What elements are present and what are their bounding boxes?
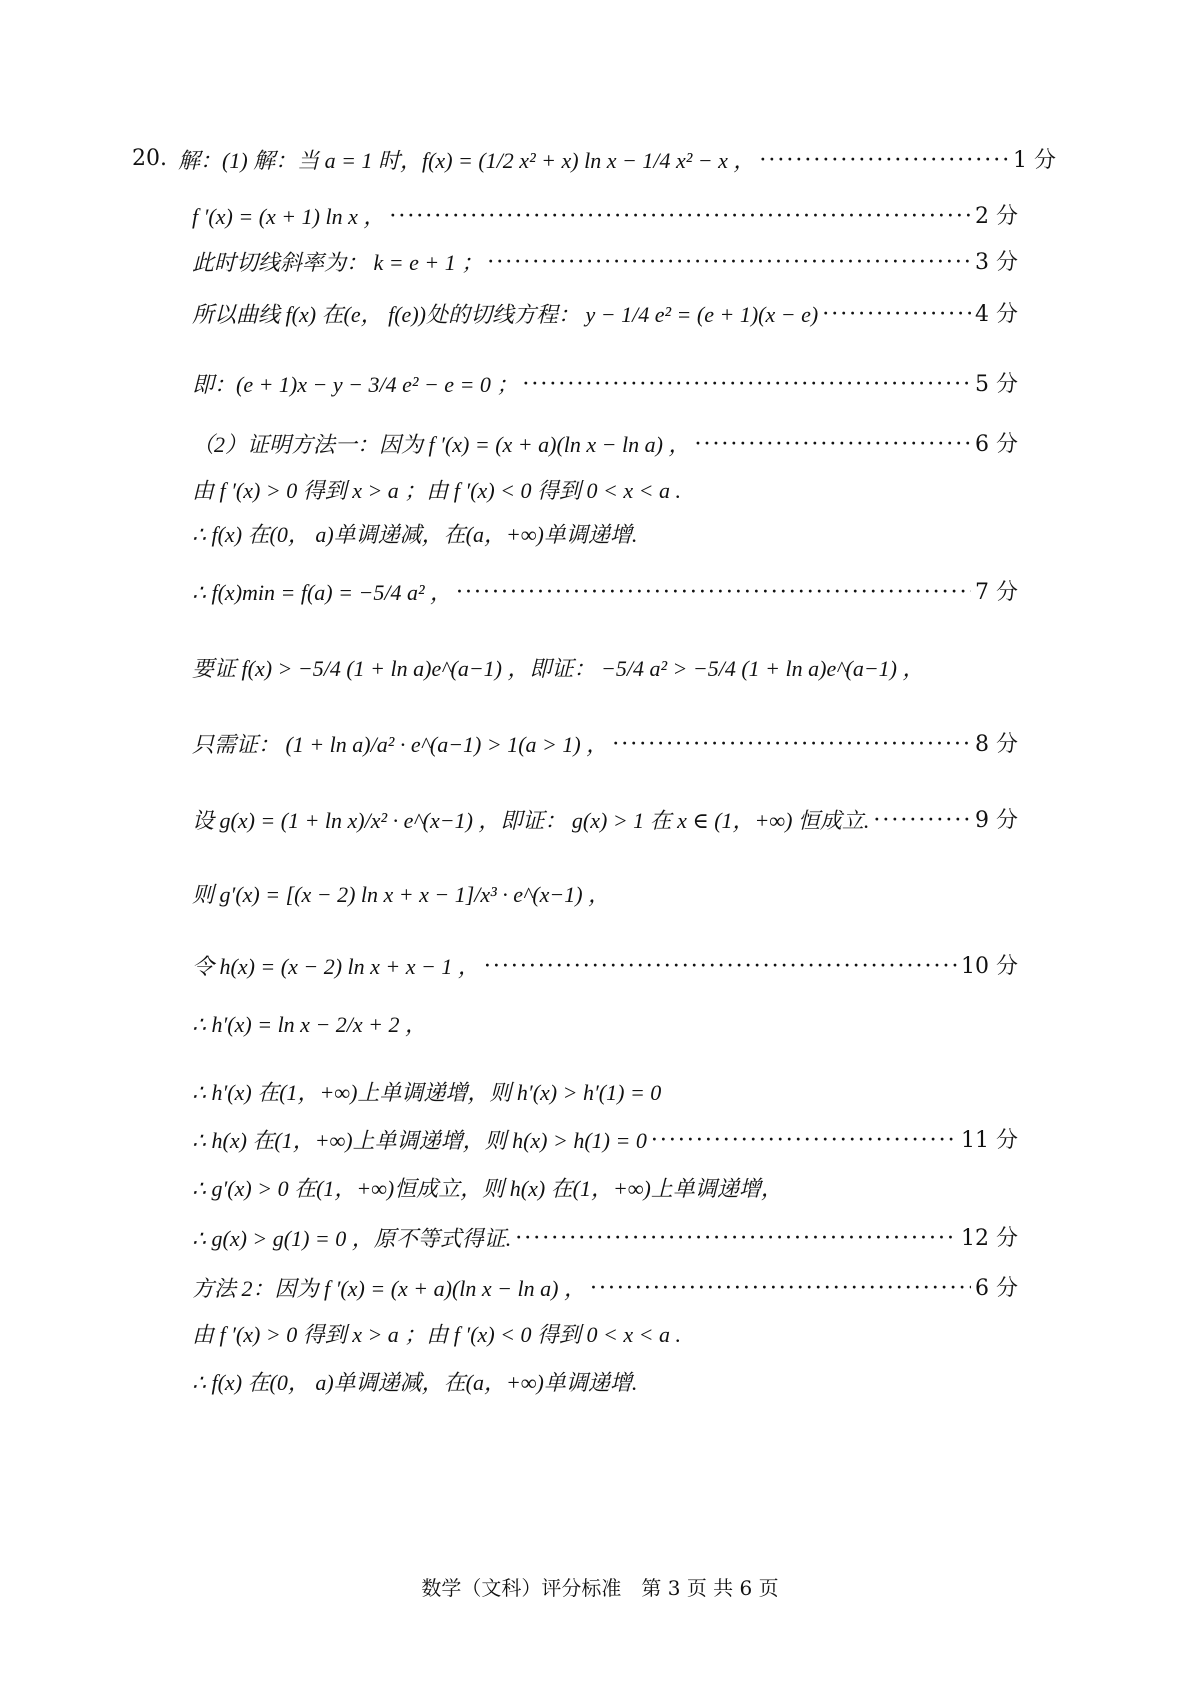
- score-label: 9 分: [975, 808, 1018, 833]
- dot-leader: [389, 204, 971, 230]
- solution-line-text: 设 g(x) = (1 + ln x)/x² · e^(x−1) ，即证： g(x) > 1 在 x ∈ (1，+∞) 恒成立.: [192, 808, 870, 833]
- solution-line: [192, 954, 1018, 980]
- solution-line-text: 令 h(x) = (x − 2) ln x + x − 1 ，: [192, 954, 480, 979]
- solution-line: [192, 432, 1018, 458]
- dot-leader: [456, 580, 971, 606]
- solution-line-text: ∴ f(x) 在(0， a)单调递减，在(a，+∞)单调递增.: [192, 522, 638, 547]
- dot-leader: [612, 732, 971, 758]
- solution-line: [192, 1322, 1018, 1348]
- solution-line-text: 解：(1) 解：当 a = 1 时，f(x) = (1/2 x² + x) ln x − 1/4 x² − x ，: [178, 148, 756, 173]
- dot-leader: [759, 148, 1009, 174]
- score-label: 3 分: [975, 250, 1018, 275]
- solution-line-text: ∴ f(x)min = f(a) = −5/4 a² ，: [192, 580, 453, 605]
- solution-line-text: 则 g′(x) = [(x − 2) ln x + x − 1]/x³ · e^(x−1) ，: [192, 882, 611, 907]
- dot-leader: [822, 302, 971, 328]
- page-footer: 数学（文科）评分标准 第 3 页 共 6 页: [421, 1576, 779, 1600]
- solution-line-text: 由 f ′(x) > 0 得到 x > a ；由 f ′(x) < 0 得到 0 < x < a .: [192, 478, 681, 503]
- solution-line-text: ∴ h(x) 在(1，+∞)上单调递增，则 h(x) > h(1) = 0: [192, 1128, 647, 1153]
- solution-line-text: ∴ h′(x) = ln x − 2/x + 2 ，: [192, 1012, 428, 1037]
- solution-line: [192, 1176, 1018, 1202]
- score-label: 6 分: [975, 432, 1018, 457]
- dot-leader: [873, 808, 971, 834]
- solution-line-text: 所以曲线 f(x) 在(e， f(e))处的切线方程： y − 1/4 e² = (e + 1)(x − e): [192, 302, 819, 327]
- solution-line-text: （2）证明方法一：因为 f ′(x) = (x + a)(ln x − ln a) ，: [192, 432, 691, 457]
- score-label: 1 分: [1013, 148, 1056, 173]
- score-label: 12 分: [961, 1226, 1018, 1251]
- score-label: 7 分: [975, 580, 1018, 605]
- solution-line-text: ∴ g′(x) > 0 在(1，+∞)恒成立，则 h(x) 在(1，+∞)上单调递增，: [192, 1176, 783, 1201]
- score-label: 6 分: [975, 1276, 1018, 1301]
- score-label: 2 分: [975, 204, 1018, 229]
- score-label: 8 分: [975, 732, 1018, 757]
- solution-line: [178, 148, 1056, 174]
- score-label: 11 分: [961, 1128, 1018, 1153]
- dot-leader: [522, 372, 971, 398]
- dot-leader: [651, 1128, 957, 1154]
- solution-line: [192, 732, 1018, 758]
- solution-line-text: ∴ g(x) > g(1) = 0 ，原不等式得证.: [192, 1226, 512, 1251]
- dot-leader: [694, 432, 971, 458]
- score-label: 5 分: [975, 372, 1018, 397]
- solution-line: [192, 204, 1018, 230]
- solution-line: [192, 250, 1018, 276]
- solution-line-text: 即：(e + 1)x − y − 3/4 e² − e = 0 ；: [192, 372, 519, 397]
- solution-line-text: 要证 f(x) > −5/4 (1 + ln a)e^(a−1) ，即证： −5/4 a² > −5/4 (1 + ln a)e^(a−1) ，: [192, 656, 925, 681]
- solution-line: [192, 1370, 1018, 1396]
- score-label: 4 分: [975, 302, 1018, 327]
- solution-line: [192, 1276, 1018, 1302]
- question-number: 20.: [132, 146, 167, 171]
- solution-line: [192, 1128, 1018, 1154]
- solution-line: [192, 478, 1018, 504]
- solution-line-text: 只需证： (1 + ln a)/a² · e^(a−1) > 1(a > 1) ，: [192, 732, 609, 757]
- dot-leader: [484, 954, 957, 980]
- solution-line: [192, 1012, 1018, 1038]
- solution-line: [192, 580, 1018, 606]
- solution-line: [192, 302, 1018, 328]
- solution-line: [192, 372, 1018, 398]
- solution-line-text: 此时切线斜率为： k = e + 1 ；: [192, 250, 484, 275]
- solution-line: [192, 522, 1018, 548]
- solution-line-text: f ′(x) = (x + 1) ln x ，: [192, 204, 386, 229]
- solution-line: [192, 656, 1018, 682]
- dot-leader: [590, 1276, 971, 1302]
- dot-leader: [515, 1226, 957, 1252]
- solution-line: [192, 808, 1018, 834]
- solution-line: [192, 1080, 1018, 1106]
- solution-line-text: 方法 2：因为 f ′(x) = (x + a)(ln x − ln a) ，: [192, 1276, 586, 1301]
- solution-line: [192, 1226, 1018, 1252]
- solution-line-text: 由 f ′(x) > 0 得到 x > a ；由 f ′(x) < 0 得到 0 < x < a .: [192, 1322, 681, 1347]
- solution-line-text: ∴ f(x) 在(0， a)单调递减，在(a，+∞)单调递增.: [192, 1370, 638, 1395]
- dot-leader: [487, 250, 971, 276]
- solution-line-text: ∴ h′(x) 在(1，+∞)上单调递增，则 h′(x) > h′(1) = 0: [192, 1080, 662, 1105]
- score-label: 10 分: [961, 954, 1018, 979]
- solution-line: [192, 882, 1018, 908]
